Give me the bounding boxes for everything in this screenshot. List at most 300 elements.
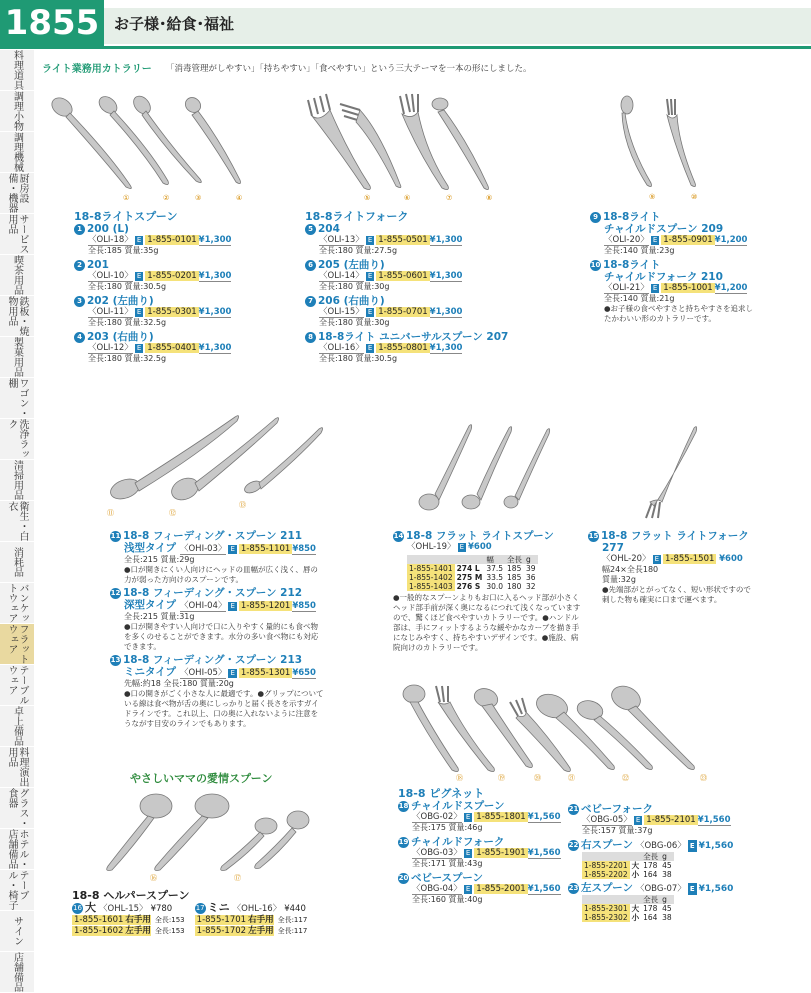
table-cell: 1-855-1401 [409, 564, 453, 573]
item-note: ●先端部がとがってなく、短い形状ですので刺した物も確実に口まで運べます。 [602, 585, 751, 604]
item-code: 〈OLI-18〉 [88, 235, 133, 245]
item-title-line [195, 902, 308, 915]
svg-text:⑦: ⑦ [446, 194, 453, 202]
table-cell: 1-855-2202 [584, 870, 628, 879]
item-price: ¥850 [292, 601, 316, 611]
item-type: 浅型タイプ [124, 542, 176, 554]
sidebar-tab[interactable]: フラットウェア [0, 624, 34, 665]
helper-spoon-subtitle: 18-8 ヘルパースプーン [72, 889, 190, 902]
item-sku: 1-855-1702 [196, 926, 247, 936]
table-cell: 276 S [456, 582, 481, 591]
item-name: ベビーフォーク [581, 803, 654, 815]
item-name: 左スプーン [581, 882, 633, 894]
item-number: 19 [398, 838, 409, 846]
sidebar-tab[interactable]: グラス・食器 [0, 788, 34, 829]
table-cell: 大 [631, 904, 640, 913]
item-name: 201 [87, 259, 109, 271]
svg-text:⑫: ⑫ [169, 509, 176, 517]
table-header: 全長 [643, 852, 659, 861]
svg-text:②: ② [163, 194, 170, 202]
item-code: 〈OLI-11〉 [88, 307, 133, 317]
sidebar-tab[interactable]: 衛生・白衣 [0, 501, 34, 542]
child-cutlery-illustration [615, 95, 705, 205]
svg-text:①: ① [123, 194, 130, 202]
item-title-2: 277 [602, 542, 624, 554]
item-price: ¥600 [468, 542, 492, 552]
item-name: ミニ [207, 901, 230, 914]
section-piglet-right [568, 803, 798, 925]
sidebar-tab[interactable]: 洗浄ラック [0, 419, 34, 460]
item-spec: 全長:180 質量:30.5g [88, 282, 167, 291]
svg-text:㉓: ㉓ [700, 774, 707, 782]
e-mark: E [459, 543, 464, 551]
sidebar-tab[interactable]: 喫茶用品 [0, 255, 34, 296]
section-flat-light-fork [588, 530, 768, 605]
item-title [398, 800, 561, 812]
table-row [582, 904, 674, 913]
item-hand: 右手用 [125, 915, 151, 925]
item-title [305, 295, 508, 307]
sidebar-tab[interactable]: サービス用品 [0, 214, 34, 255]
item-title [568, 803, 798, 815]
item-code: 〈OBG-04〉 [412, 884, 462, 894]
size-table [582, 852, 674, 879]
item-name: 202 (左曲り) [87, 295, 154, 307]
item-spec: 全長:160 質量:40g [412, 895, 483, 904]
item-code-line [398, 848, 561, 859]
item-spec: 全長:215 質量:29g [124, 555, 195, 564]
item-sku: 1-855-1601 [74, 915, 124, 925]
e-mark: E [136, 308, 142, 316]
item-title [590, 211, 790, 223]
item-code: 〈OLI-10〉 [88, 271, 133, 281]
svg-text:⑲: ⑲ [498, 774, 505, 782]
item-note: ●口が開きやすい人向けで口に入りやすく量的にも食べ物を多くのせることができます。水分の多い食べ物にも対応できます。 [124, 622, 319, 651]
item-sku: 1-855-0801 [378, 343, 428, 353]
item-name: チャイルドスプーン [411, 800, 505, 812]
item-type: 深型タイプ [124, 599, 176, 611]
item-spec: 全長:180 質量:32.5g [88, 318, 167, 327]
sku-row [72, 915, 185, 926]
table-header: g [660, 852, 674, 861]
item-title [305, 259, 508, 271]
svg-text:③: ③ [195, 194, 202, 202]
table-row [582, 870, 674, 879]
table-cell: 274 L [456, 564, 480, 573]
item-title [398, 872, 561, 884]
section-flat-light-spoon [393, 530, 583, 653]
svg-text:⑬: ⑬ [239, 501, 246, 509]
item-type: ミニタイプ [124, 666, 176, 678]
sidebar-tab[interactable]: テーブル・椅子 [0, 870, 34, 911]
light-fork-illustration [300, 92, 500, 204]
item-name: チャイルドフォーク [411, 836, 505, 848]
table-cell: 1-855-1402 [409, 573, 453, 582]
section-title: 18-8ライトスプーン [74, 210, 178, 223]
item-spec: 全長:157 質量:37g [582, 826, 653, 835]
item-code: 〈OLI-13〉 [319, 235, 364, 245]
item-price: ¥1,200 [714, 283, 748, 293]
e-mark: E [689, 885, 695, 893]
item-code-line [305, 271, 508, 282]
table-cell: 39 [526, 564, 536, 573]
table-cell: 185 [507, 573, 522, 582]
table-cell: 185 [507, 564, 522, 573]
svg-text:⑤: ⑤ [364, 194, 371, 202]
item-title [74, 259, 231, 271]
item-code-line [568, 815, 798, 826]
item-price: ¥1,560 [527, 848, 561, 858]
item-spec: 全長:185 質量:35g [88, 246, 159, 255]
item-price: ¥1,560 [527, 812, 561, 822]
item-title [74, 295, 231, 307]
table-cell: 大 [631, 861, 640, 870]
item-name: 18-8ライト [603, 211, 661, 223]
table-cell: 38 [662, 913, 672, 922]
e-mark: E [136, 272, 142, 280]
table-cell: 37.5 [486, 564, 504, 573]
item-name: 206 (右曲り) [318, 295, 385, 307]
sidebar-tab[interactable]: 店舗備品 [0, 952, 34, 993]
e-mark: E [136, 236, 142, 244]
item-name: 204 [318, 223, 340, 235]
piglet-cutlery-illustration [400, 682, 720, 782]
table-header: 幅 [484, 555, 505, 564]
item-code: 〈OBG-05〉 [582, 815, 632, 825]
item-sku: 1-855-1501 [665, 554, 715, 564]
e-mark: E [367, 272, 373, 280]
item-price: ¥1,300 [429, 307, 463, 317]
intro-text: 「消毒管理がしやすい」「持ちやすい」「食べやすい」という三大テーマを一本の形にしました。 [166, 64, 532, 74]
light-spoon-illustration [50, 95, 250, 205]
e-mark: E [652, 236, 658, 244]
item-title [590, 259, 790, 271]
item-sku: 1-855-2001 [476, 884, 526, 894]
section-light-spoon [74, 211, 231, 367]
item-number: 5 [305, 224, 316, 235]
item-price: ¥1,300 [198, 307, 232, 317]
item-code: 〈OHL-20〉 [602, 554, 651, 564]
item-code: 〈OBG-06〉 [635, 841, 686, 851]
item-spec: 全長:180 質量:32.5g [88, 354, 167, 363]
table-cell: 45 [662, 904, 672, 913]
table-cell: 1-855-2201 [584, 861, 628, 870]
item-spec: 全長:140 質量:23g [604, 246, 675, 255]
svg-text:㉒: ㉒ [622, 774, 629, 782]
item-price: ¥780 [150, 904, 173, 914]
table-cell: 275 M [456, 573, 483, 582]
item-code: 〈OLI-21〉 [604, 283, 649, 293]
table-row [407, 564, 538, 573]
item-code-line [305, 235, 508, 246]
item-number: 22 [568, 841, 579, 849]
item-hand: 左手用 [125, 926, 151, 936]
sidebar-tab[interactable]: 料理道具 [0, 50, 34, 91]
e-mark: E [367, 308, 373, 316]
e-mark: E [465, 813, 471, 821]
e-mark: E [367, 344, 373, 352]
item-note: ●お子様の食べやすさと持ちやすさを追求したかわいい形のカトラリーです。 [604, 304, 754, 323]
sidebar-tab[interactable]: 調理小物 [0, 91, 34, 132]
header-rule [0, 46, 811, 49]
table-cell: 32 [526, 582, 536, 591]
item-title [74, 331, 231, 343]
item-spec: 全長:171 質量:43g [412, 859, 483, 868]
sku-row [195, 926, 308, 937]
table-cell: 33.5 [486, 573, 504, 582]
table-cell: 小 [631, 913, 640, 922]
e-mark: E [230, 602, 235, 610]
svg-text:⑳: ⑳ [534, 774, 541, 782]
svg-text:⑱: ⑱ [456, 774, 463, 782]
svg-text:⑰: ⑰ [234, 874, 241, 882]
item-code: 〈OLI-14〉 [319, 271, 364, 281]
table-row [407, 582, 538, 591]
item-price: ¥1,560 [698, 841, 734, 851]
table-header [582, 895, 630, 904]
item-code: 〈OHI-04〉 [179, 601, 227, 611]
table-cell: 36 [526, 573, 536, 582]
item-name: 18-8ライト [603, 259, 661, 271]
item-sku: 1-855-1201 [240, 601, 291, 611]
sidebar-tab[interactable]: 厨房設備・機器 [0, 173, 34, 214]
item-sku: 1-855-0701 [378, 307, 428, 317]
sidebar-tab[interactable]: ホテル・店舗備品 [0, 829, 34, 870]
item-code: 〈OLI-12〉 [88, 343, 133, 353]
item-code-line [74, 271, 231, 282]
item-price: ¥1,300 [429, 235, 463, 245]
table-row [582, 913, 674, 922]
item-name: 18-8 フィーディング・スプーン 213 [123, 654, 303, 666]
table-cell: 1-855-2301 [584, 904, 628, 913]
item-price: ¥1,560 [527, 884, 561, 894]
e-mark: E [635, 816, 641, 824]
section-helper-spoon [72, 902, 382, 937]
item-code-line [398, 884, 561, 895]
sidebar-tab[interactable]: 製菓用品 [0, 337, 34, 378]
helper-spoon-heading: やさしいママの愛情スプーン [130, 772, 273, 785]
e-mark: E [652, 284, 658, 292]
item-price: ¥1,300 [198, 235, 232, 245]
table-header [630, 895, 642, 904]
sidebar-tab[interactable]: 鉄板・焼物用品 [0, 296, 34, 337]
item-spec: 全長:140 質量:21g [604, 294, 675, 303]
item-sku: 1-855-1301 [240, 668, 291, 678]
item-number: 4 [74, 332, 85, 343]
e-mark: E [230, 669, 235, 677]
item-number: 20 [398, 874, 409, 882]
item-spec: 全長:180 質量:30.5g [319, 354, 398, 363]
item-number: 10 [590, 261, 601, 269]
item-note: ●口の開きがごく小さな人に最適です。●グリップについている線は食べ物が舌の奥にしっかりと届く長さを示すガイドラインです。これ以上、口の奥に入れないように注意をうながす目安のラインでもあります。 [124, 689, 324, 728]
item-length: 全長:117 [277, 916, 308, 924]
item-title [568, 839, 798, 852]
svg-text:㉑: ㉑ [568, 774, 575, 782]
sku-row [195, 915, 308, 926]
table-cell: 30.0 [486, 582, 504, 591]
item-spec: 全長:215 質量:31g [124, 612, 195, 621]
item-code-line [110, 666, 360, 679]
table-header: g [524, 555, 538, 564]
item-title-2: チャイルドフォーク 210 [604, 271, 723, 283]
intro-heading: ライト業務用カトラリー [42, 64, 152, 75]
item-number: 1 [74, 224, 85, 235]
item-number: 2 [74, 260, 85, 271]
table-cell: 164 [643, 913, 658, 922]
table-cell: 1-855-1403 [409, 582, 453, 591]
feeding-spoon-illustration [105, 405, 335, 515]
item-code-line [74, 343, 231, 354]
item-title [305, 223, 508, 235]
e-mark: E [465, 849, 471, 857]
item-price: ¥850 [292, 544, 316, 554]
table-cell: 164 [643, 870, 658, 879]
item-name: 205 (左曲り) [318, 259, 385, 271]
e-mark: E [136, 344, 142, 352]
sidebar-tab[interactable]: テーブルウェア [0, 665, 34, 706]
e-mark: E [654, 555, 659, 563]
item-number: 18 [398, 802, 409, 810]
item-title: 18-8 フラット ライトスプーン [406, 530, 554, 542]
item-code-line [590, 235, 790, 246]
item-title [110, 530, 360, 542]
item-price: ¥1,300 [198, 271, 232, 281]
item-sku: 1-855-1001 [663, 283, 713, 293]
item-name: ベビースプーン [411, 872, 484, 884]
sidebar-tab[interactable]: ワゴン・棚 [0, 378, 34, 419]
flat-light-fork-illustration [640, 422, 710, 522]
e-mark: E [230, 545, 235, 553]
item-name: 18-8 フィーディング・スプーン 211 [123, 530, 303, 542]
item-title [568, 882, 798, 895]
item-length: 全長:117 [277, 927, 308, 935]
item-title [110, 654, 360, 666]
item-code-line [110, 542, 360, 555]
table-cell: 38 [662, 870, 672, 879]
item-title [74, 223, 231, 235]
item-name: 203 (右曲り) [87, 331, 154, 343]
item-title-line [72, 902, 185, 915]
item-price: ¥600 [719, 554, 743, 564]
item-spec: 先幅:約18 全長:180 質量:20g [124, 679, 234, 688]
sidebar-tab[interactable]: 卓上備品 [0, 706, 34, 747]
svg-text:⑨: ⑨ [649, 193, 656, 201]
section-title: 18-8 ピグネット [398, 787, 485, 800]
item-price: ¥1,560 [698, 884, 734, 894]
item-note: ●口が開きにくい人向けにヘッドの皿幅が広く浅く、唇の力が弱った方向けのスプーンです。 [124, 565, 318, 584]
item-name: 大 [85, 901, 96, 914]
table-cell: 180 [507, 582, 522, 591]
item-price: ¥1,200 [714, 235, 748, 245]
table-header [582, 852, 630, 861]
item-sku: 1-855-1101 [240, 544, 291, 554]
item-code-line [305, 307, 508, 318]
item-code: 〈OHI-03〉 [179, 544, 227, 554]
svg-text:⑥: ⑥ [404, 194, 411, 202]
svg-text:⑩: ⑩ [691, 193, 698, 201]
sidebar-tab[interactable]: バンケットウェア [0, 583, 34, 624]
item-number: 6 [305, 260, 316, 271]
table-cell: 1-855-2302 [584, 913, 628, 922]
item-code: 〈OHL-15〉 [99, 904, 148, 914]
item-sku: 1-855-2101 [646, 815, 696, 825]
svg-text:④: ④ [236, 194, 243, 202]
table-cell: 178 [643, 904, 658, 913]
svg-text:⑪: ⑪ [107, 509, 114, 517]
table-row [582, 861, 674, 870]
helper-spoon-illustration [100, 790, 340, 880]
item-code: 〈OHL-16〉 [232, 904, 282, 914]
table-header [407, 555, 484, 564]
e-mark: E [367, 236, 373, 244]
item-spec: 全長:180 質量:27.5g [319, 246, 398, 255]
item-spec-2: 質量:32g [602, 575, 636, 584]
section-feeding-spoon [110, 530, 360, 731]
item-name: 右スプーン [581, 839, 633, 851]
svg-text:⑧: ⑧ [486, 194, 493, 202]
sidebar-tab[interactable]: サイン [0, 911, 34, 952]
item-name: 18-8 フィーディング・スプーン 212 [123, 587, 303, 599]
item-sku: 1-855-1701 [196, 915, 247, 925]
item-note: ●一般的なスプーンよりもお口に入るヘッド部が小さくヘッド部手前が深く奥になるにつれて浅くなっていますので、驚くほど食べやすいカトラリーです。●ハンドル部は、手にフィットするような緩やかなカーブを描き手になじみやすく、持ちやすいデザインです。●施設、病院向けのカトラリーです。 [393, 593, 581, 652]
item-spec: 全長:180 質量:30g [319, 318, 390, 327]
item-sku: 1-855-1801 [476, 812, 526, 822]
sidebar-tab[interactable]: 清掃用品 [0, 460, 34, 501]
item-sku: 1-855-0301 [147, 307, 197, 317]
item-price: ¥1,300 [429, 271, 463, 281]
sidebar-tab[interactable]: 調理機械 [0, 132, 34, 173]
section-piglet [398, 788, 561, 908]
sidebar-tab[interactable]: 消耗品 [0, 542, 34, 583]
e-mark: E [465, 885, 471, 893]
item-number: 12 [110, 589, 121, 597]
table-cell: 178 [643, 861, 658, 870]
item-code-line [398, 812, 561, 823]
item-sku: 1-855-1901 [476, 848, 526, 858]
item-name: 18-8ライト ユニバーサルスプーン 207 [318, 331, 509, 343]
item-code: 〈OHI-05〉 [179, 668, 227, 678]
item-title [110, 587, 360, 599]
item-spec: 全長:175 質量:46g [412, 823, 483, 832]
item-title: 18-8 フラット ライトフォーク [601, 530, 749, 542]
item-code-line [110, 599, 360, 612]
item-spec: 全長:180 質量:30g [319, 282, 390, 291]
item-code: 〈OBG-07〉 [635, 884, 686, 894]
item-code-line [74, 307, 231, 318]
section-light-fork [305, 211, 508, 367]
sku-row [72, 926, 185, 937]
item-title-2: チャイルドスプーン 209 [604, 223, 724, 235]
table-header: 全長 [507, 555, 523, 564]
item-price: ¥1,300 [429, 343, 463, 353]
item-number: 13 [110, 656, 121, 664]
item-sku: 1-855-1602 [74, 926, 124, 936]
item-sku: 1-855-0101 [147, 235, 197, 245]
item-number: 15 [588, 532, 599, 540]
item-code: 〈OLI-15〉 [319, 307, 364, 317]
item-number: 14 [393, 532, 404, 540]
section-child-cutlery [590, 211, 790, 327]
svg-text:⑯: ⑯ [150, 874, 157, 882]
item-price: ¥1,300 [198, 343, 232, 353]
item-sku: 1-855-0201 [147, 271, 197, 281]
sidebar-tab[interactable]: 料理演出用品 [0, 747, 34, 788]
item-sku: 1-855-0601 [378, 271, 428, 281]
item-number: 11 [110, 532, 121, 540]
item-number: 21 [568, 805, 579, 813]
size-table [407, 555, 538, 591]
item-length: 全長:153 [154, 916, 185, 924]
